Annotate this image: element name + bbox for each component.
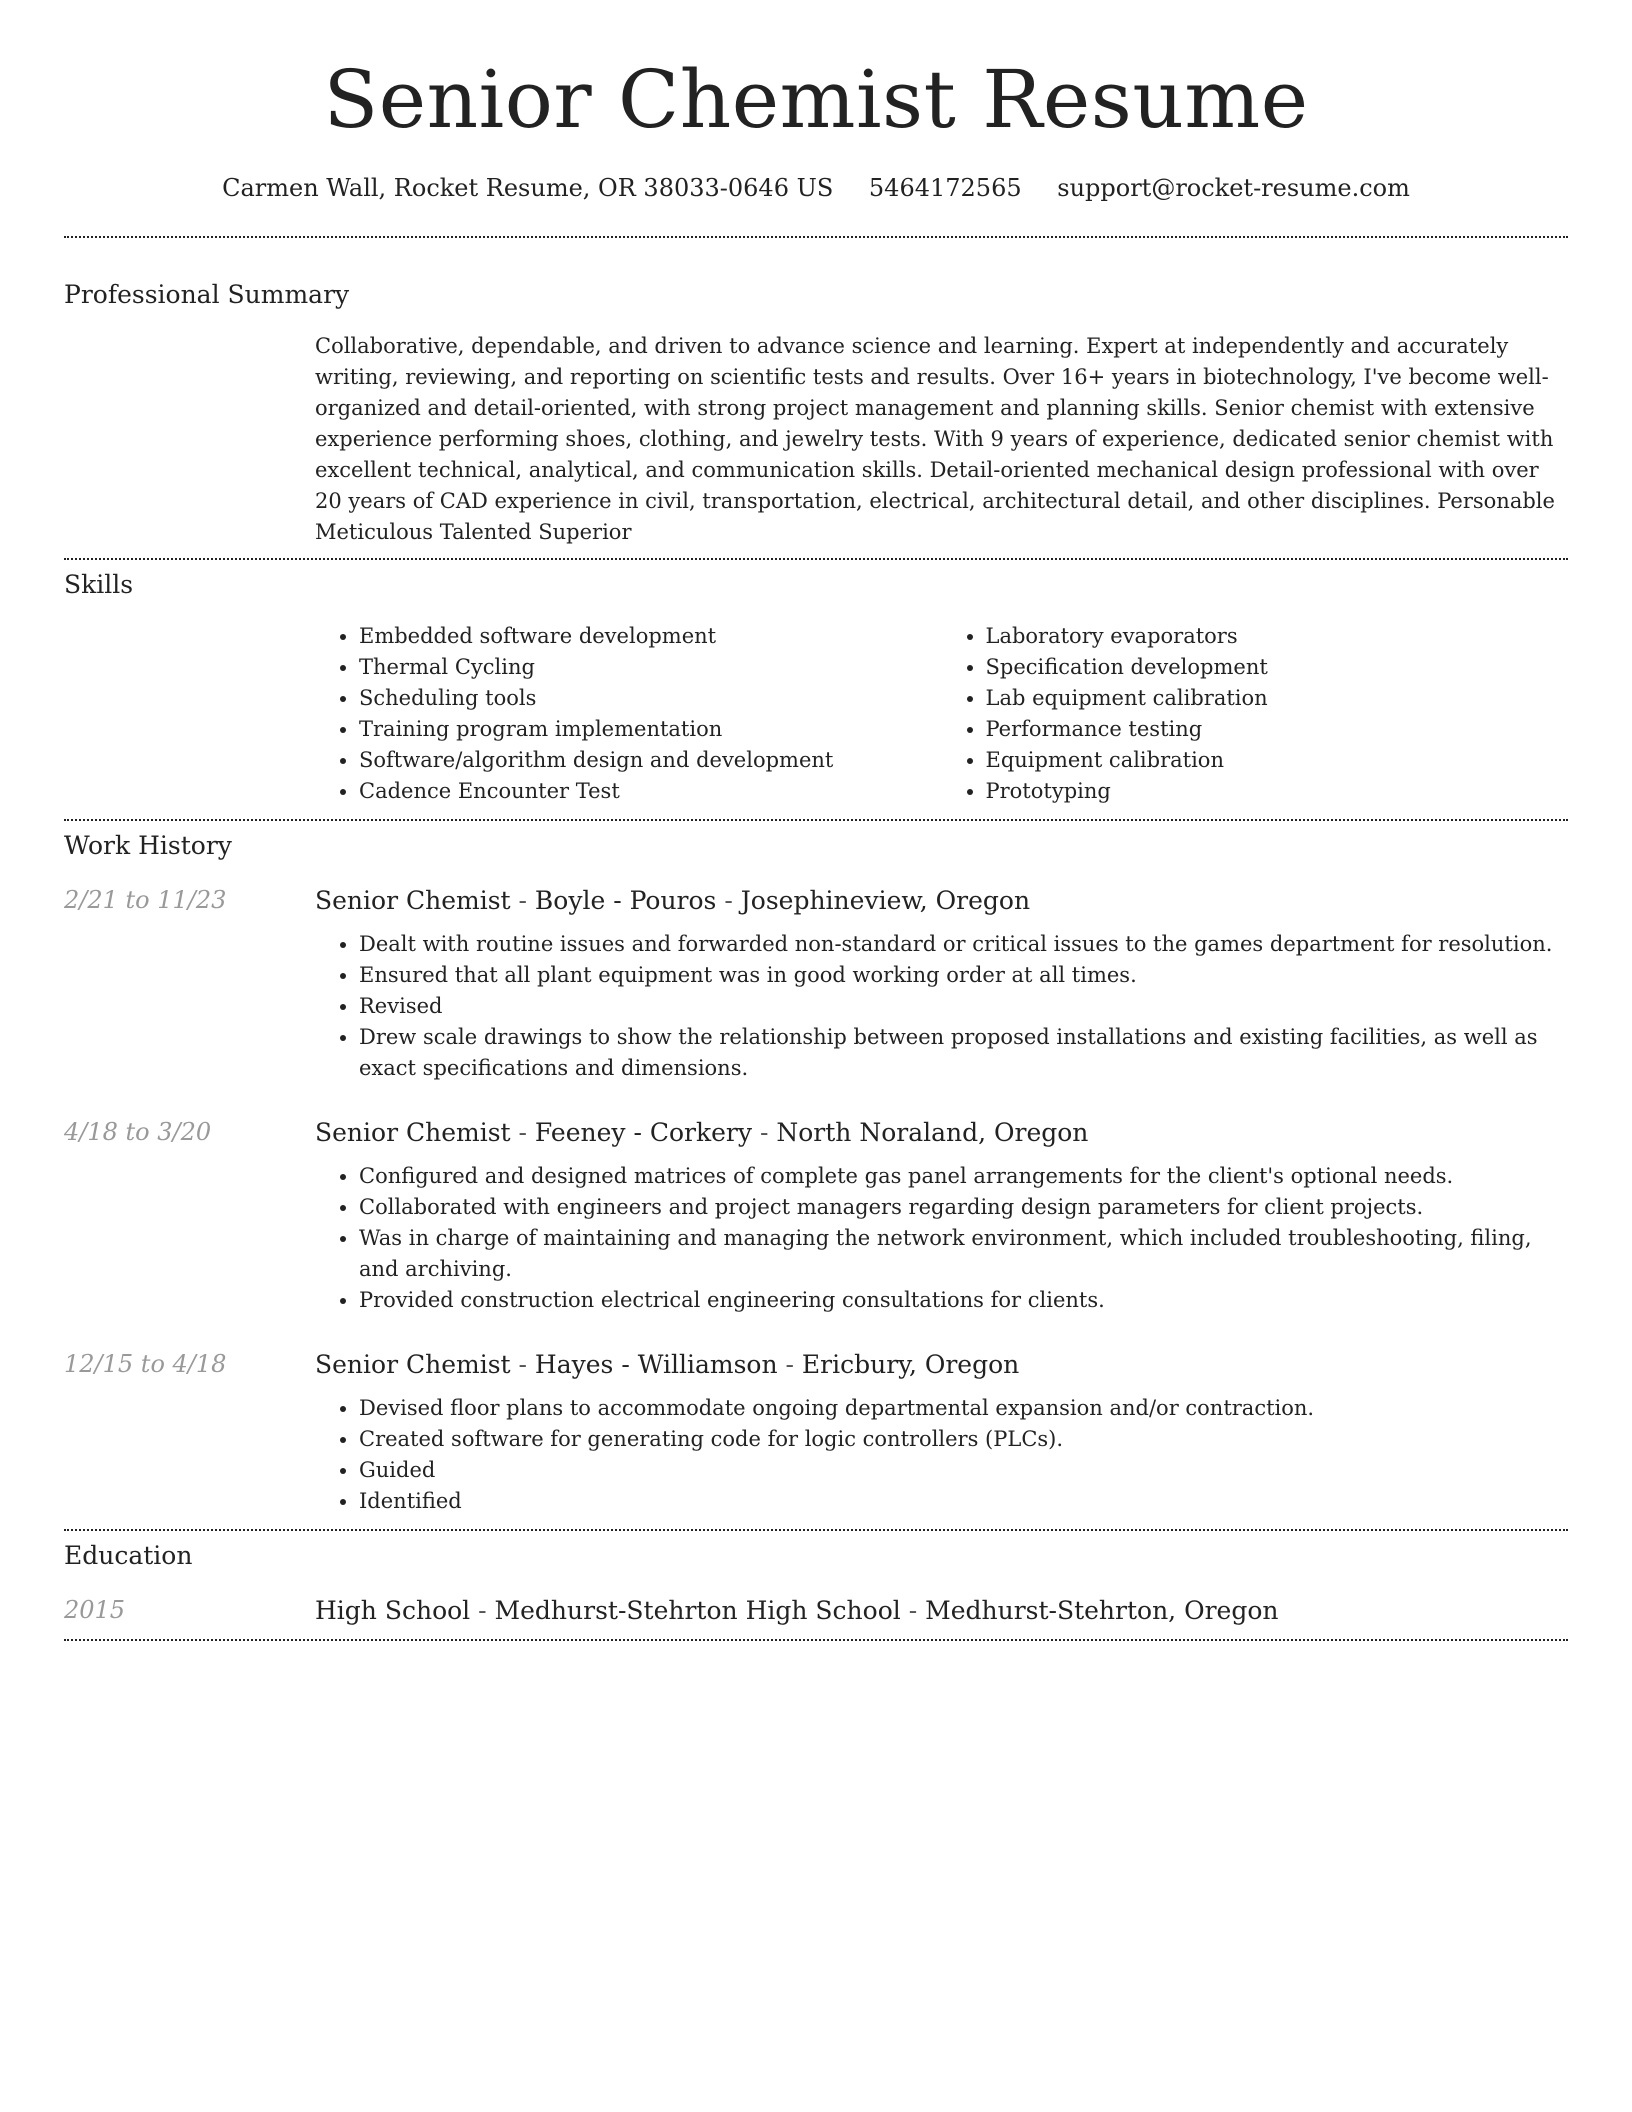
job-location: Ericbury, Oregon bbox=[801, 1350, 1020, 1379]
contact-phone: 5464172565 bbox=[868, 174, 1022, 202]
skill-item: • Cadence Encounter Test bbox=[359, 776, 942, 807]
resume-page bbox=[64, 0, 1568, 1641]
page-title: Senior Chemist Resume bbox=[323, 53, 1309, 146]
summary-heading: Professional Summary bbox=[64, 280, 350, 309]
job-entry bbox=[64, 886, 1568, 1084]
skill-item: • Training program implementation bbox=[359, 714, 942, 745]
contact-line bbox=[64, 174, 1568, 202]
divider bbox=[64, 819, 1568, 821]
job-bullets bbox=[315, 929, 1568, 1084]
job-title: Senior Chemist bbox=[315, 886, 511, 915]
education-degree: High School bbox=[315, 1596, 471, 1625]
education-school: Medhurst-Stehrton High School bbox=[494, 1596, 901, 1625]
job-heading: Senior Chemist - Feeney - Corkery - North Noraland, Oregon bbox=[315, 1118, 1089, 1147]
job-title: Senior Chemist bbox=[315, 1350, 511, 1379]
job-heading: Senior Chemist - Hayes - Williamson - Ericbury, Oregon bbox=[315, 1350, 1020, 1379]
job-company: Feeney - Corkery bbox=[534, 1118, 752, 1147]
job-details bbox=[315, 886, 1568, 1084]
skill-item: • Laboratory evaporators bbox=[986, 621, 1569, 652]
divider bbox=[64, 558, 1568, 560]
skills-list-left bbox=[315, 621, 942, 807]
job-details bbox=[315, 1118, 1568, 1316]
job-location: North Noraland, Oregon bbox=[776, 1118, 1089, 1147]
job-company: Hayes - Williamson bbox=[534, 1350, 778, 1379]
job-details bbox=[315, 1350, 1568, 1517]
job-entry bbox=[64, 1118, 1568, 1316]
work-heading: Work History bbox=[64, 831, 232, 860]
job-bullets bbox=[315, 1161, 1568, 1316]
job-bullet: • Revised bbox=[359, 991, 1568, 1022]
job-bullet: • Collaborated with engineers and project managers regarding design parameters for client projects. bbox=[359, 1192, 1568, 1223]
skill-item: • Lab equipment calibration bbox=[986, 683, 1569, 714]
job-bullet: • Drew scale drawings to show the relationship between proposed installations and existing facilities, as well as exact specifications and dimensions. bbox=[359, 1022, 1568, 1084]
job-bullet: • Created software for generating code for logic controllers (PLCs). bbox=[359, 1424, 1568, 1455]
job-bullet: • Was in charge of maintaining and managing the network environment, which included troubleshooting, filing, and archiving. bbox=[359, 1223, 1568, 1285]
skill-item: • Scheduling tools bbox=[359, 683, 942, 714]
job-bullet: • Configured and designed matrices of complete gas panel arrangements for the client's optional needs. bbox=[359, 1161, 1568, 1192]
skills-heading: Skills bbox=[64, 570, 134, 599]
job-bullet: • Identified bbox=[359, 1486, 1568, 1517]
education-details: High School - Medhurst-Stehrton High School - Medhurst-Stehrton, Oregon bbox=[315, 1596, 1279, 1625]
job-heading: Senior Chemist - Boyle - Pouros - Josephineview, Oregon bbox=[315, 886, 1031, 915]
education-date: 2015 bbox=[64, 1596, 126, 1624]
job-company: Boyle - Pouros bbox=[534, 886, 717, 915]
contact-email[interactable]: support@rocket-resume.com bbox=[1057, 174, 1410, 202]
job-entry bbox=[64, 1350, 1568, 1517]
job-date: 12/15 to 4/18 bbox=[64, 1350, 227, 1378]
education-heading: Education bbox=[64, 1541, 193, 1570]
skill-item: • Prototyping bbox=[986, 776, 1569, 807]
job-bullet: • Provided construction electrical engineering consultations for clients. bbox=[359, 1285, 1568, 1316]
job-bullet: • Dealt with routine issues and forwarded non-standard or critical issues to the games department for resolution. bbox=[359, 929, 1568, 960]
job-bullets bbox=[315, 1393, 1568, 1517]
skill-item: • Embedded software development bbox=[359, 621, 942, 652]
contact-address: Carmen Wall, Rocket Resume, OR 38033-0646 US bbox=[222, 174, 834, 202]
skill-item: • Software/algorithm design and development bbox=[359, 745, 942, 776]
job-bullet: • Devised floor plans to accommodate ongoing departmental expansion and/or contraction. bbox=[359, 1393, 1568, 1424]
job-location: Josephineview, Oregon bbox=[740, 886, 1031, 915]
education-entry bbox=[64, 1596, 1568, 1625]
divider bbox=[64, 1529, 1568, 1531]
summary-text: Collaborative, dependable, and driven to advance science and learning. Expert at independently and accurately writing, reviewing, and reporting on scientific tests and results. Over 16+ years in biotechnology, I've become well-organized and detail-oriented, with strong project management and planning skills. Senior chemist with extensive experience performing shoes, clothing, and jewelry tests. With 9 years of experience, dedicated senior chemist with excellent technical, analytical, and communication skills. Detail-oriented mechanical design professional with over 20 years of CAD experience in civil, transportation, electrical, architectural detail, and other disciplines. Personable Meticulous Talented Superior bbox=[315, 334, 1555, 544]
skill-item: • Thermal Cycling bbox=[359, 652, 942, 683]
job-bullet: • Ensured that all plant equipment was in good working order at all times. bbox=[359, 960, 1568, 991]
skill-item: • Specification development bbox=[986, 652, 1569, 683]
job-date: 2/21 to 11/23 bbox=[64, 886, 227, 914]
job-bullet: • Guided bbox=[359, 1455, 1568, 1486]
skill-item: • Performance testing bbox=[986, 714, 1569, 745]
divider bbox=[64, 236, 1568, 238]
skills-list-right bbox=[942, 621, 1569, 807]
divider bbox=[64, 1639, 1568, 1641]
job-title: Senior Chemist bbox=[315, 1118, 511, 1147]
job-date: 4/18 to 3/20 bbox=[64, 1118, 212, 1146]
education-location: Medhurst-Stehrton, Oregon bbox=[925, 1596, 1279, 1625]
skill-item: • Equipment calibration bbox=[986, 745, 1569, 776]
skills-columns bbox=[315, 621, 1568, 807]
